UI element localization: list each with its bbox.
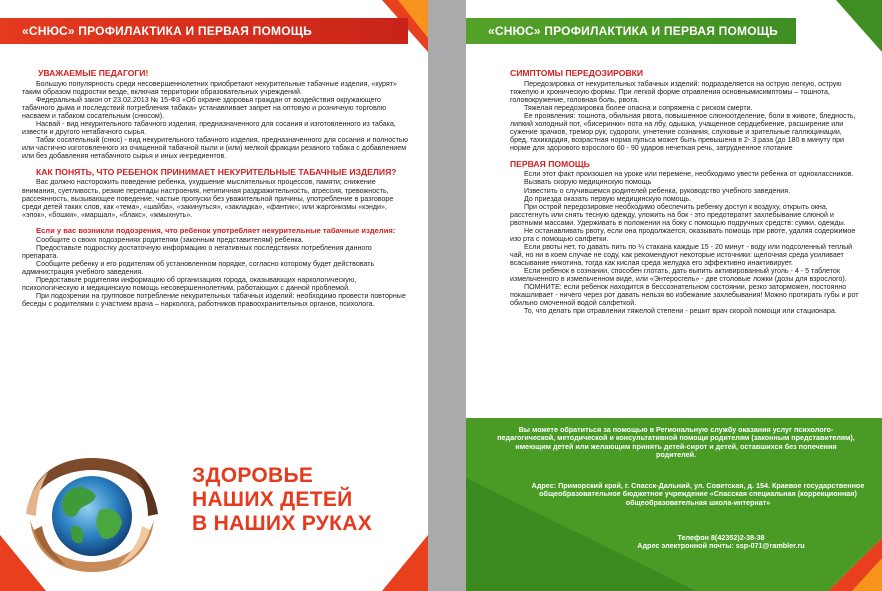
section-title: УВАЖАЕМЫЕ ПЕДАГОГИ! [38,68,149,78]
paragraph: Сообщите ребенку и его родителям об установленном порядке, согласно которому будет действовать администрация учебного заведения. [22,260,375,277]
page-header: «СНЮС» ПРОФИЛАКТИКА И ПЕРВАЯ ПОМОЩЬ [0,18,408,44]
contact-panel [466,418,882,591]
paragraph: Большую популярность среди несовершеннолетних приобретают некурительные табачные изделия, «курят» таким образом подростки везде, включая территории образовательных учреждений. [22,79,397,96]
corner-decoration [382,535,428,591]
phone-text: Телефон 8(42352)2-38-38 [677,533,765,542]
section-title: ПЕРВАЯ ПОМОЩЬ [510,158,590,169]
paragraph: При подозрении на групповое потребление некурительных табачных изделий: необходимо провести повторные беседы с родителями с участием врача – нарколога, работников правоохранительных органов, психолога. [22,292,406,309]
paragraph: ПОМНИТЕ: если ребенок находится в бессознательном состоянии, резко заторможен, постоянно покашливает - ничего через рот давать нельзя во избежание захлебывания! Можно протирать губы и рот обильно смоченной водой салфеткой. [510,283,859,308]
right-page [466,0,882,591]
paragraph: То, что делать при отравлении тяжелой степени - решит врач скорой помощи или стационара. [524,307,837,316]
paragraph: Ее проявления: тошнота, обильная рвота, повышенное слюноотделение, боли в животе, бледность, липкий холодный пот, «бисеринки» пота на лбу, одышка, учащенное сердцебиение, расширение или сужение зрачков, тремор рук, судороги, угнетение сознания, слуховые и зрительные галлюцинации, бред, тахикардия, возрастная норма пульса может быть превышена в 2- 3 раза (до 180 в минуту при норме для здорового взрослого 60 - 90 ударов нечеткая речь, затрудненное глотание [510,111,856,152]
slogan-line: НАШИХ ДЕТЕЙ [192,488,353,511]
slogan-line: В НАШИХ РУКАХ [192,512,373,535]
paragraph: Табак сосательный (снюс) - вид некурительного табачного изделия, предназначенного для сосания и полностью или частично изготовленного из очищенной табачной пыли и (или) мелкой фракции резаного табака с добавлением или без добавления нетабачного сырья и иных ингредиентов. [22,135,408,160]
left-page [0,0,428,591]
service-info [496,426,856,460]
page-header: «СНЮС» ПРОФИЛАКТИКА И ПЕРВАЯ ПОМОЩЬ [466,18,796,44]
paragraph: Если этот факт произошел на уроке или перемене, необходимо увести ребенка от одноклассников. [524,170,854,179]
service-text: Вы можете обратиться за помощью в Региональную службу оказания услуг психолого-педагогической, методической и консультативной помощи родителям (законным представителям), имеющим детей или желающим принять детей-сирот и детей, оставшихся без попечения родителей. [497,425,855,460]
globe-hands-icon [22,454,162,574]
paragraph: Известить о случившемся родителей ребенка, руководство учебного заведения. [524,186,791,195]
right-body [510,66,860,315]
paragraph: Сообщите о своих подозрениях родителям (законным представителям) ребенка. [36,236,304,245]
paragraph: Вас должно насторожить поведение ребенка, ухудшение мыслительных процессов, памяти; снижение внимания, суетливость, резкие перепады настроения, нетипичная раздражительность, агрессия, тревожность, рассеянность, вызывающее поведение, частые пропуски без уважительной причины, употребление в разговоре среди детей таких слов, как «тема», «шайба», «закинуться», «закладка», «фантик»; или жаргонизмы «кэнди», «эпок», «бошки», «маршал», «блакс», «жмыхнуть». [22,178,394,219]
corner-decoration [836,0,882,52]
address-info [528,482,868,507]
contact-info [596,534,846,551]
paragraph: Предоставьте подростку достаточную информацию о негативных последствиях потребления данного препарата. [22,244,372,261]
paragraph: Тяжелая передозировка более опасна и сопряжена с риском смерти. [524,103,753,112]
section-title: СИМПТОМЫ ПЕРЕДОЗИРОВКИ [510,68,644,78]
address-text: Адрес: Приморский край, г. Спасск-Дальний, ул. Советская, д. 154. Краевое государственное общеобразовательное бюджетное учреждение «Спасская специальная (коррекционная) общеобразовательная школа-интернат» [531,481,865,507]
paragraph: Если ребенок в сознании, способен глотать, дать выпить активированный уголь - 4 - 5 таблеток измельченного в измельченном виде, или «Энтеросгель» - две столовые ложки (дозы для взрослого). [510,266,847,284]
paragraph: Если рвоты нет, то давать пить по ¼ стакана каждые 15 - 20 минут - воду или подсоленный теплый чай, но ни в коем случае не соду, как рекомендуют некоторые источники: щелочная среда усиливает всасывание никотина, тогда как кислая среда желудка его эффективно инактивирует. [510,242,853,267]
paragraph: До приезда оказать первую медицинскую помощь. [524,194,692,203]
section-title: КАК ПОНЯТЬ, ЧТО РЕБЕНОК ПРИНИМАЕТ НЕКУРИТЕЛЬНЫЕ ТАБАЧНЫЕ ИЗДЕЛИЯ? [36,166,397,177]
left-body [22,66,408,309]
paragraph: Насвай - вид некурительного табачного изделия, предназначенного для сосания и изготовленного из табака, извести и другого нетабачного сырья. [22,119,396,136]
slogan [192,464,372,536]
slogan-line: ЗДОРОВЬЕ [192,464,314,487]
paragraph: Не останавливать рвоту, если она продолжается, оказывать помощь при рвоте, удаляя содержимое изо рта с помощью салфетки. [510,226,856,243]
section-title: Если у вас возникли подозрения, что ребенок употребляет некурительные табачные изделия: [36,225,396,235]
email-text: Адрес электронной почты: ssp-071@rambler.ru [637,541,805,551]
paragraph: При острой передозировке необходимо обеспечить ребенку доступ к воздуху, открыть окна, расстегнуть или снять тесную одежду, уложить на бок - это предотвратит захлебывание слюной и рвотными массами. Удерживать в положении на боку с помощью подручных средств: сумки, одежды. [510,202,846,227]
paragraph: Федеральный закон от 23.02.2013 № 15-ФЗ «Об охране здоровья граждан от воздействия окружающего табачного дыма и последствий потребления табака» устанавливает запрет на оптовую и розничную торговлю насваем и табаком сосательным (снюсом). [22,95,387,120]
paragraph: Передозировка от некурительных табачных изделий: подразделяется на острую легкую, острую тяжелую и хроническую формы. При легкой форме отравления основнымисимптомы – тошнота, головокружение, головная боль, рвота. [510,79,842,104]
paragraph: Предоставьте родителям информацию об организациях города, оказывающих наркологическую, психологическую и медицинскую помощь несовершеннолетним, работающих с данной проблемой. [22,276,357,293]
paragraph: Вызвать скорую медицинскую помощь [524,178,652,187]
